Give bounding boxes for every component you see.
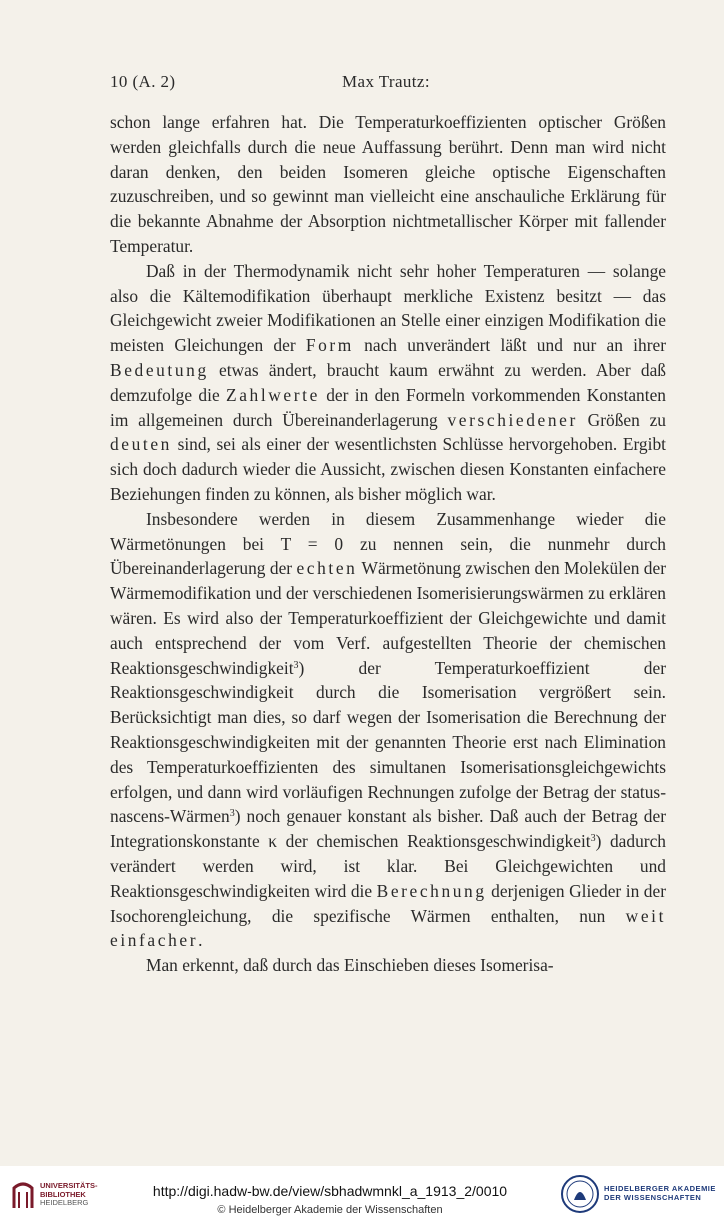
academy-seal-icon — [560, 1174, 600, 1214]
emphasis-verschiedener: verschiedener — [447, 409, 578, 430]
text-run: derjenigen Glieder in der Isochorengleichung, die spezifische Wärmen enthalten, nun — [110, 880, 666, 926]
emphasis-berechnung: Berechnung — [376, 880, 487, 901]
academy-name — [604, 1184, 716, 1202]
footnote-ref: 3 — [229, 808, 235, 820]
text-run: Wärmetönung zwischen den Molekülen der Wärmemodifikation und der verschiedenen Isomerisierungswärmen zu erklären wären. Es wird also der Temperaturkoeffizient der Gleichgewichte und damit auch entsprechend der vom Verf. aufgestellten Theorie der chemischen Reaktionsgeschwindigkeit — [110, 558, 666, 678]
paragraph-1: schon lange erfahren hat. Die Temperaturkoeffizienten optischer Größen werden gleichfalls durch die neue Auffassung berührt. Denn man wird nicht daran denken, den beiden Isomeren gleiche optische Eigenschaften zuzuschreiben, und so gewinnt man vielleicht eine anschauliche Erklärung für die bekannte Abnahme der Absorption nichtmetallischer Körper mit fallender Temperatur. — [110, 112, 666, 256]
text-run: der in den Formeln vorkommenden Konstanten im allgemeinen durch Übereinanderlagerung — [110, 384, 667, 430]
text-run: Insbesondere werden in diesem Zusammenhange wieder die Wärmetönungen bei T = 0 zu nennen sein, die nunmehr durch Übereinanderlagerung der — [110, 508, 666, 579]
text-run: ) der Temperaturkoeffizient der Reaktionsgeschwindigkeit durch die Isomerisation vergrößert sein. Berücksichtigt man dies, so darf wegen der Isomerisation die Berechnung der Reaktionsgeschwindigkeiten mit der genannten Theorie erst nach Elimination des Temperaturkoeffizienten des simultanen Isomerisationsgleichgewichts erfolgen, und dann wird vorläufigen Rechnungen zufolge der Betrag der status-nascens-Wärmen — [110, 657, 666, 827]
academy-line-1: HEIDELBERGER AKADEMIE — [604, 1184, 716, 1193]
university-library-name — [40, 1182, 98, 1208]
academy-line-2: DER WISSENSCHAFTEN — [604, 1193, 702, 1202]
emphasis-zahlwerte: Zahlwerte — [226, 384, 320, 405]
running-title: Max Trautz: — [342, 72, 430, 91]
text-run: sind, sei als einer der wesentlichsten Schlüsse hervorgehoben. Ergibt sich doch dadurch wieder die Aussicht, zwischen diesen Konstanten einfachere Beziehungen finden zu können, als bisher möglich war. — [110, 434, 666, 504]
library-line-1: UNIVERSITÄTS- — [40, 1181, 98, 1190]
paragraph-2 — [110, 259, 666, 507]
emphasis-form: Form — [305, 335, 354, 356]
emphasis-echten: echten — [296, 558, 358, 579]
footer-bar — [0, 1166, 724, 1224]
text-run: Daß in der Thermodynamik nicht sehr hoher Temperaturen — solange also die Kältemodifikation überhaupt merkliche Existenz besitzt — das Gleichgewicht zweier Modifikationen an Stelle einer einzigen Modifikation die meisten Gleichungen der — [110, 260, 666, 356]
university-library-logo-icon — [10, 1178, 36, 1212]
permalink-url[interactable]: http://digi.hadw-bw.de/view/sbhadwmnkl_a_1913_2/0010 — [152, 1183, 508, 1199]
text-run: Größen zu — [577, 409, 666, 430]
emphasis-bedeutung: Bedeutung — [110, 359, 209, 380]
library-line-2: BIBLIOTHEK — [40, 1189, 86, 1199]
text-run: nach unverändert läßt und nur an ihrer — [353, 335, 666, 356]
paragraph-4: Man erkennt, daß durch das Einschieben dieses Isomerisa- — [146, 955, 554, 976]
page-number: 10 (A. 2) — [110, 72, 176, 91]
page-body — [110, 110, 666, 978]
text-run: ) noch genauer konstant als bisher. Daß auch der Betrag der Integrationskonstante κ der chemischen Reaktionsgeschwindigkeit — [110, 806, 666, 852]
paragraph-3 — [110, 507, 666, 953]
copyright-notice: © Heidelberger Akademie der Wissenschaften — [217, 1204, 443, 1216]
text-run: ) dadurch verändert werden wird, ist klar. Bei Gleichgewichten und Reaktionsgeschwindigkeiten wird die — [110, 831, 666, 901]
footnote-ref: 3 — [293, 659, 299, 671]
text-run: . — [198, 930, 203, 951]
footnote-ref: 3 — [590, 833, 596, 845]
text-run: etwas ändert, braucht kaum erwähnt zu werden. Aber daß demzufolge die — [110, 359, 666, 405]
library-line-3: HEIDELBERG — [40, 1198, 89, 1207]
emphasis-deuten: deuten — [110, 434, 172, 455]
emphasis-weit-einfacher: weit einfacher — [110, 905, 666, 951]
